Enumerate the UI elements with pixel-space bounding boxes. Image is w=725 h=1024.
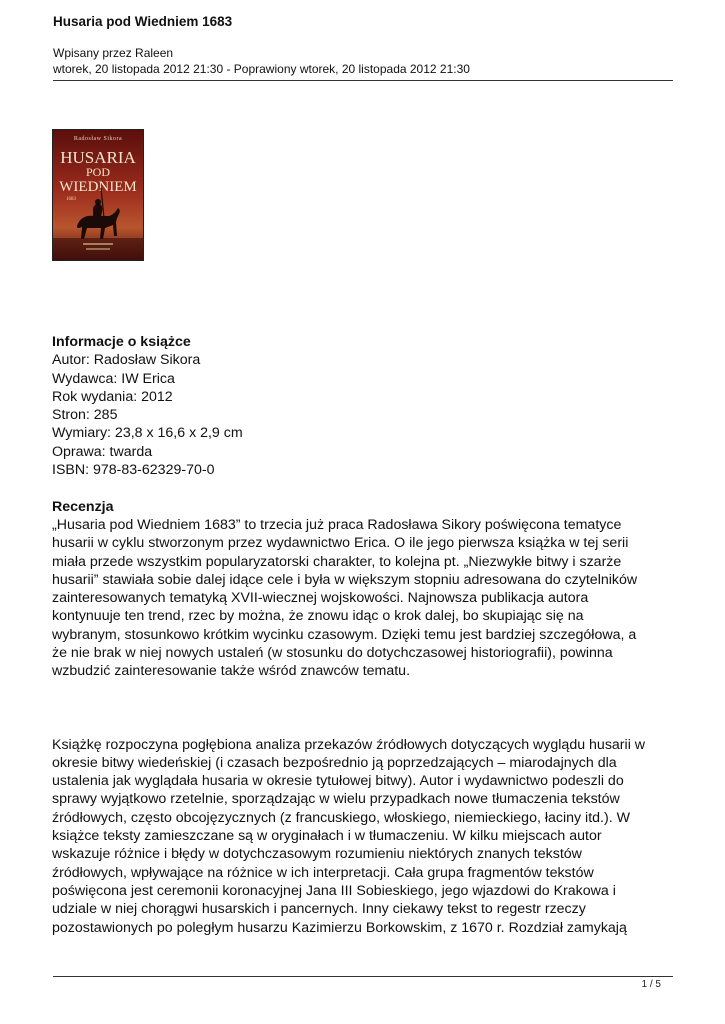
review-p2-line: ustalenia jak wyglądała husaria w okresie tytułowej bitwy). Autor i wydawnictwo podeszli do [52,773,624,790]
review-p1-line: że nie brak w niej nowych ustaleń (w stosunku do dotychczasowej historiografii), powinna [52,645,613,662]
review-p1-line: „Husaria pod Wiedniem 1683” to trzecia już praca Radosława Sikory poświęcona tematyce [52,516,622,533]
review-p1-line: husarii w cyklu stworzonym przez wydawnictwo Erica. O ile jego pierwsza książka w tej serii [52,535,629,552]
review-p1-line: zainteresowanych tematyką XVII-wiecznej wojskowości. Najnowsza publikacja autora [52,590,589,607]
info-line: Wydawca: IW Erica [52,370,175,387]
page-title: Husaria pod Wiedniem 1683 [53,14,233,29]
review-p2-line: źródłowych, wpływające na różnice w ich interpretacji. Cała grupa fragmentów tekstów [52,864,594,881]
cover-title-line1: HUSARIA [60,148,136,167]
info-line: Rok wydania: 2012 [52,388,173,405]
review-heading: Recenzja [52,498,114,515]
cover-title-line2: POD [85,165,111,179]
cover-title-line3: WIEDNIEM [59,179,137,195]
header-divider [53,80,673,81]
info-line: ISBN: 978-83-62329-70-0 [52,462,215,479]
review-p2-line: Książkę rozpoczyna pogłębiona analiza przekazów źródłowych dotyczących wyglądu husarii w [52,736,646,753]
review-p2-line: okresie bitwy wiedeńskiej (i czasach bezpośrednio ją poprzedzających – miarodajnych dla [52,754,617,771]
info-line: Autor: Radosław Sikora [52,352,201,369]
review-p2-line: źródłowych, często obcojęzycznych (z francuskiego, włoskiego, niemieckiego, łaciny itd.). W [52,809,630,826]
info-line: Wymiary: 23,8 x 16,6 x 2,9 cm [52,425,243,442]
review-p1-line: miała przede wszystkim popularyzatorski charakter, to kolejna pt. „Niezwykłe bitwy i szarże [52,553,622,570]
review-p1-line: wybranym, stosunkowo krótkim wycinku czasowym. Dzięki temu jest bardziej szczegółowa, a [52,626,637,643]
author-line: Wpisany przez Raleen [53,46,174,60]
review-p2-line: poświęcona jest ceremonii koronacyjnej Jana III Sobieskiego, jego wjazdowi do Krakowa i [52,882,616,899]
info-heading: Informacje o książce [52,334,191,350]
article-meta [53,45,470,77]
review-p2-line: udziale w niej chorągwi husarskich i pancernych. Inny ciekawy tekst to regestr rzeczy [52,901,586,918]
page-number: 1 / 5 [641,979,661,990]
article-content [52,333,677,937]
cover-title-line4: 1683 [66,197,76,202]
review-p1-line: husarii” stawiała sobie dalej idące cele i była w większym stopniu adresowana do czytelników [52,571,638,588]
book-cover-hussar-rider-icon [53,130,143,260]
date-line: wtorek, 20 listopada 2012 21:30 - Poprawiony wtorek, 20 listopada 2012 21:30 [53,62,470,76]
book-cover-image [52,129,144,261]
review-p2-line: sprawy wyjątkowo rzetelnie, sporządzając w wielu przypadkach nowe tłumaczenia tekstów [52,791,620,808]
review-p2-line: wskazuje różnice i błędy w dotychczasowym rozumieniu niektórych znanych tekstów [52,846,582,863]
review-p1-line: wzbudzić zainteresowanie także wśród znawców tematu. [52,663,411,680]
footer-divider [53,976,673,977]
info-line: Stron: 285 [52,407,118,424]
review-p1-line: kontynuuje ten trend, rzec by można, że znowu idąc o krok dalej, bo skupiając się na [52,608,584,625]
cover-author: Radosław Sikora [73,136,123,142]
info-line: Oprawa: twarda [52,443,153,460]
review-p2-line: pozostawionych po poległym husarzu Kazimierzu Borkowskim, z 1670 r. Rozdział zamykają [52,919,627,936]
review-p2-line: książce teksty zamieszczane są w oryginałach i w tłumaczeniu. W kilku miejscach autor [52,828,602,845]
